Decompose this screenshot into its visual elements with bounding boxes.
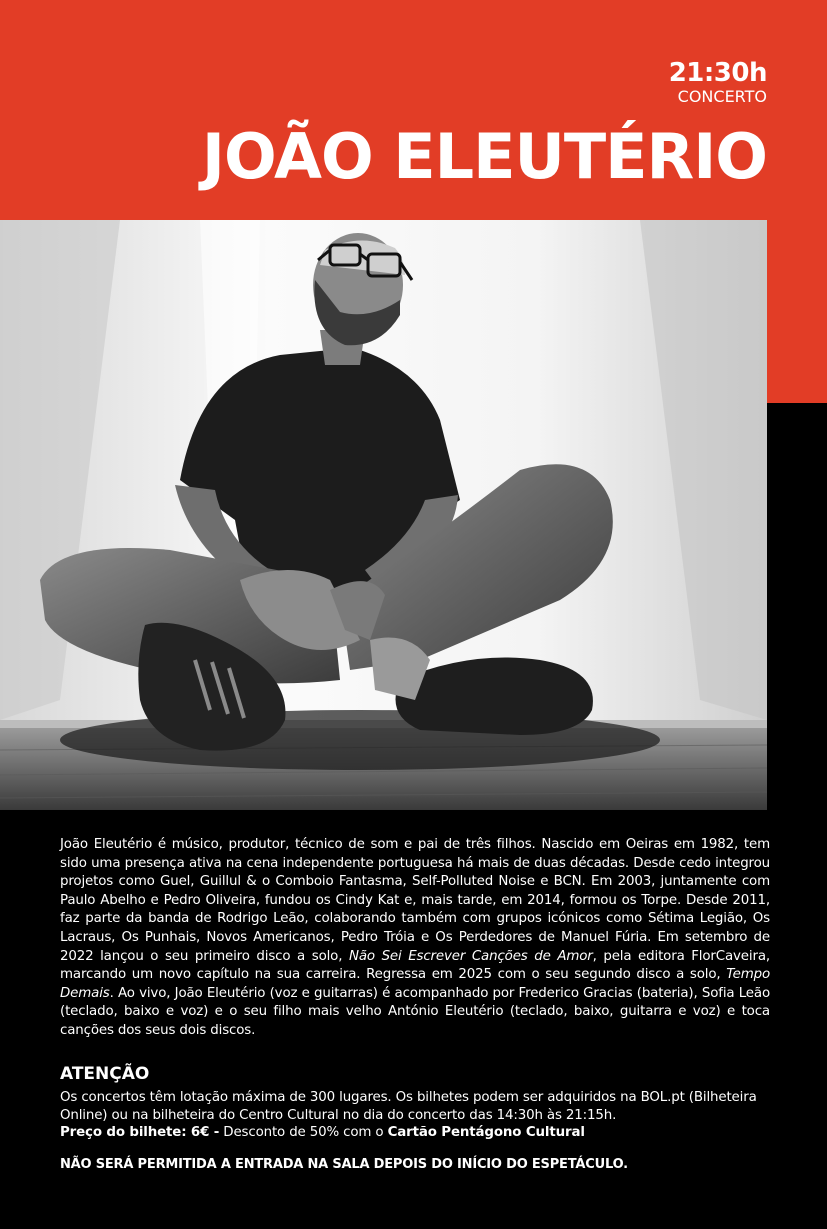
attention-heading: ATENÇÃO	[60, 1064, 150, 1084]
album-title-1: Não Sei Escrever Canções de Amor	[348, 948, 593, 964]
artist-biography	[60, 836, 770, 1041]
card-name: Cartão Pentágono Cultural	[387, 1125, 585, 1140]
attention-text	[60, 1089, 770, 1142]
ticket-price: Preço do bilhete: 6€ -	[60, 1125, 220, 1140]
artist-photo	[0, 220, 767, 810]
artist-title: JOÃO ELEUTÉRIO	[201, 120, 767, 193]
header-band	[0, 0, 827, 220]
bio-part-3: . Ao vivo, João Eleutério (voz e guitarras) é acompanhado por Frederico Gracias (bateria), Sofia Leão (teclado, baixo e voz) e o seu filho mais velho António Eleutério (teclado, baixo, guitarra e voz) e toca canções dos seus dois discos.	[60, 985, 770, 1038]
bio-part-2: , pela editora FlorCaveira, marcando um novo capítulo na sua carreira. Regressa em 2025 com o seu segundo disco a solo,	[60, 948, 770, 983]
attention-info: Os concertos têm lotação máxima de 300 lugares. Os bilhetes podem ser adquiridos na BOL.pt (Bilheteira Online) ou na bilheteira do Centro Cultural no dia do concerto das 14:30h às 21:15h.	[60, 1090, 757, 1123]
entry-warning: NÃO SERÁ PERMITIDA A ENTRADA NA SALA DEPOIS DO INÍCIO DO ESPETÁCULO.	[60, 1157, 628, 1172]
accent-block	[767, 220, 827, 403]
event-type: CONCERTO	[677, 87, 767, 106]
bio-part-1: João Eleutério é músico, produtor, técnico de som e pai de três filhos. Nascido em Oeiras em 1982, tem sido uma presença ativa na cena independente portuguesa há mais de duas décadas. Desde cedo integrou projetos como Guel, Guillul & o Comboio Fantasma, Self-Polluted Noise e BCN. Em 2003, juntamente com Paulo Abelho e Pedro Oliveira, fundou os Cindy Kat e, mais tarde, em 2014, formou os Torpe. Desde 2011, faz parte da banda de Rodrigo Leão, colaborando também com grupos icónicos como Sétima Legião, Os Lacraus, Os Punhais, Novos Americanos, Pedro Tróia e Os Perdedores de Manuel Fúria. Em setembro de 2022 lançou o seu primeiro disco a solo,	[60, 837, 770, 964]
album-title-2: Tempo Demais	[60, 967, 770, 1001]
discount-text: Desconto de 50% com o	[219, 1125, 388, 1140]
event-time: 21:30h	[668, 58, 767, 88]
